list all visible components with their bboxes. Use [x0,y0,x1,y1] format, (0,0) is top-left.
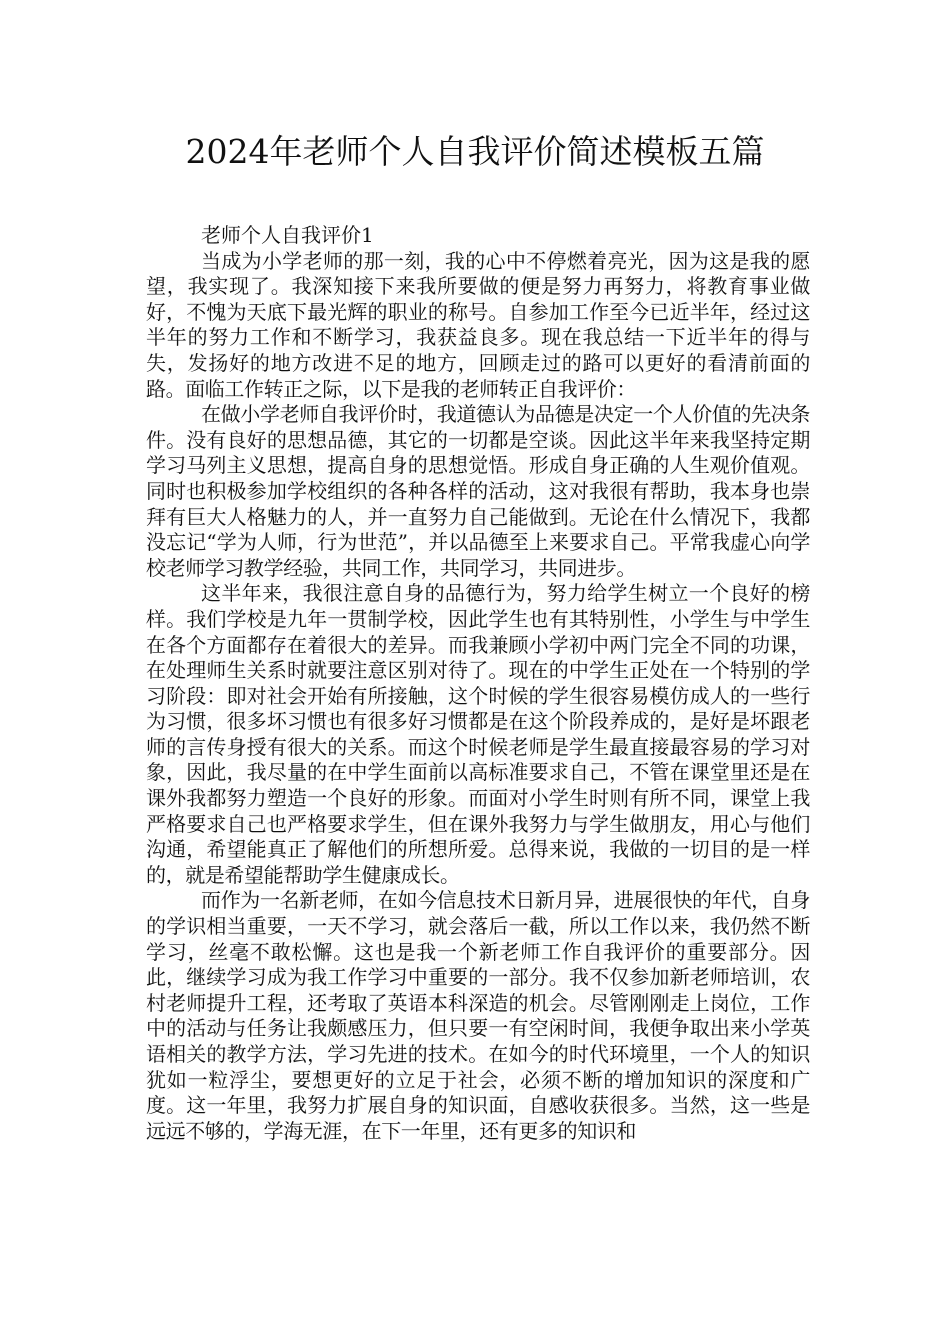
paragraph-4: 而作为一名新老师，在如今信息技术日新月异，进展很快的年代，自身的学识相当重要，一天不学习，就会落后一截，所以工作以来，我仍然不断学习，丝毫不敢松懈。这也是我一个新老师工作自我评价的重要部分。因此，继续学习成为我工作学习中重要的一部分。我不仅参加新老师培训，农村老师提升工程，还考取了英语本科深造的机会。尽管刚刚走上岗位，工作中的活动与任务让我颇感压力，但只要一有空闲时间，我便争取出来小学英语相关的教学方法，学习先进的技术。在如今的时代环境里，一个人的知识犹如一粒浮尘，要想更好的立足于社会，必须不断的增加知识的深度和广度。这一年里，我努力扩展自身的知识面，自感收获很多。当然，这一些是远远不够的，学海无涯，在下一年里，还有更多的知识和 [146,888,810,1143]
document-body [146,223,810,1144]
paragraph-2: 在做小学老师自我评价时，我道德认为品德是决定一个人价值的先决条件。没有良好的思想品德，其它的一切都是空谈。因此这半年来我坚持定期学习马列主义思想，提高自身的思想觉悟。形成自身正确的人生观价值观。同时也积极参加学校组织的各种各样的活动，这对我很有帮助，我本身也崇拜有巨大人格魅力的人，并一直努力自己能做到。无论在什么情况下，我都没忘记“学为人师，行为世范”，并以品德至上来要求自己。平常我虚心向学校老师学习教学经验，共同工作，共同学习，共同进步。 [146,402,810,580]
document-title: 2024年老师个人自我评价简述模板五篇 [185,132,765,171]
section-heading: 老师个人自我评价1 [201,223,374,247]
paragraph-3: 这半年来，我很注意自身的品德行为，努力给学生树立一个良好的榜样。我们学校是九年一贯制学校，因此学生也有其特别性，小学生与中学生在各个方面都存在着很大的差异。而我兼顾小学初中两门完全不同的功课，在处理师生关系时就要注意区别对待了。现在的中学生正处在一个特别的学习阶段：即对社会开始有所接触，这个时候的学生很容易模仿成人的一些行为习惯，很多坏习惯也有很多好习惯都是在这个阶段养成的，是好是坏跟老师的言传身授有很大的关系。而这个时候老师是学生最直接最容易的学习对象，因此，我尽量的在中学生面前以高标准要求自己，不管在课堂里还是在课外我都努力塑造一个良好的形象。而面对小学生时则有所不同，课堂上我严格要求自己也严格要求学生，但在课外我努力与学生做朋友，用心与他们沟通，希望能真正了解他们的所想所爱。总得来说，我做的一切目的是一样的，就是希望能帮助学生健康成长。 [146,581,810,887]
paragraph-1: 当成为小学老师的那一刻，我的心中不停燃着亮光，因为这是我的愿望，我实现了。我深知接下来我所要做的便是努力再努力，将教育事业做好，不愧为天底下最光辉的职业的称号。自参加工作至今已近半年，经过这半年的努力工作和不断学习，我获益良多。现在我总结一下近半年的得与失，发扬好的地方改进不足的地方，回顾走过的路可以更好的看清前面的路。面临工作转正之际，以下是我的老师转正自我评价： [146,248,810,401]
